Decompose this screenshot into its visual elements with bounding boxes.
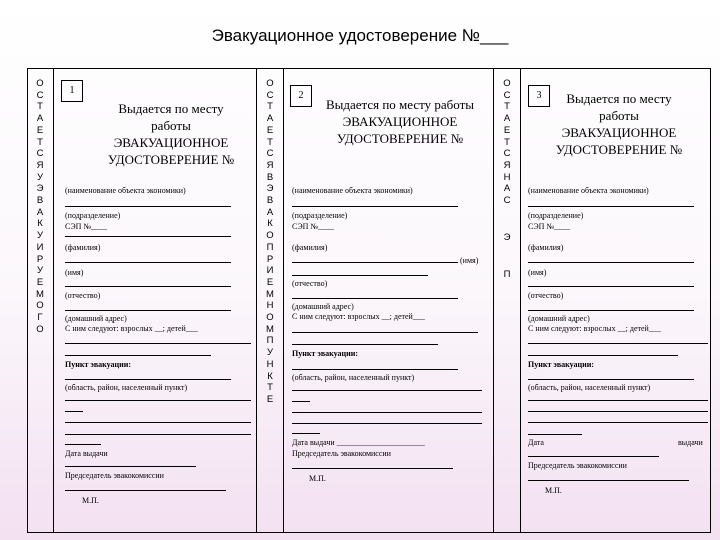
section-2-region-label: (область, район, населенный пункт)	[292, 373, 415, 382]
section-1-line	[65, 422, 251, 423]
section-3-line	[528, 456, 659, 457]
section-1-line	[65, 206, 231, 207]
section-2-patronymic-label: (отчество)	[292, 279, 328, 288]
section-1-line	[65, 286, 231, 287]
stub-divider-3	[520, 68, 521, 533]
section-2-heading: Выдается по месту работы ЭВАКУАЦИОННОЕ УДОСТОВЕРЕНИЕ №	[325, 97, 475, 146]
section-2-seal-label: М.П.	[309, 474, 326, 483]
section-1-line	[65, 444, 101, 445]
section-1-line	[65, 343, 251, 344]
section-2-name-label: (имя)	[460, 256, 479, 265]
section-1-number-box: 1	[61, 80, 83, 102]
section-1-line	[65, 434, 251, 435]
section-3-org-label: (наименование объекта экономики)	[528, 186, 649, 195]
section-1-date-label: Дата выдачи	[65, 449, 108, 458]
section-1-sep-label: СЭП №____	[65, 222, 108, 231]
stub-3-letter-e: Э	[503, 232, 511, 243]
section-2-sep-label: СЭП №____	[292, 222, 335, 231]
section-3-address-label: (домашний адрес)	[528, 314, 590, 323]
section-2-line	[292, 298, 458, 299]
section-3-line	[528, 310, 694, 311]
section-1-org-label: (наименование объекта экономики)	[65, 186, 186, 195]
section-3-line	[528, 400, 708, 401]
section-3-line	[528, 480, 689, 481]
section-1-line	[65, 262, 231, 263]
section-2-line	[292, 390, 482, 391]
section-2-line	[292, 423, 482, 424]
section-2-evac-label: Пункт эвакуации:	[292, 349, 359, 358]
section-3-dept-label: (подразделение)	[528, 211, 584, 220]
section-3-heading: Выдается по месту работы ЭВАКУАЦИОННОЕ УДОСТОВЕРЕНИЕ №	[555, 91, 683, 157]
section-3-date-right-label: выдачи	[678, 438, 703, 447]
section-2-line	[292, 433, 320, 434]
section-1-evac-label: Пункт эвакуации:	[65, 360, 132, 369]
section-2-address-label: (домашний адрес)	[292, 302, 354, 311]
stub-divider-2	[283, 68, 284, 533]
section-1-line	[65, 466, 196, 467]
section-3-line	[528, 262, 694, 263]
section-2-dept-label: (подразделение)	[292, 211, 348, 220]
section-3-line	[528, 286, 694, 287]
section-2-line	[292, 369, 458, 370]
section-2-line	[292, 206, 458, 207]
section-1-line	[65, 379, 231, 380]
section-3-name-label: (имя)	[528, 268, 547, 277]
section-3-evac-label: Пункт эвакуации:	[528, 360, 595, 369]
section-1-line	[65, 236, 231, 237]
section-2-line	[292, 401, 310, 402]
section-1-name-label: (имя)	[65, 268, 84, 277]
section-2-line	[292, 275, 428, 276]
section-3-line	[528, 379, 694, 380]
stub-1-letters: О С Т А Е Т С Я У Э В А К У И Р У Е М О Г О	[36, 78, 44, 335]
section-1-region-label: (область, район, населенный пункт)	[65, 383, 188, 392]
section-3-surname-label: (фамилия)	[528, 243, 564, 252]
section-1-line	[65, 400, 251, 401]
section-3-followers-text: С ним следуют: взрослых __; детей___	[528, 324, 661, 333]
section-3-chairman-label: Председатель эвакокомиссии	[528, 461, 627, 470]
section-2-followers-text: С ним следуют: взрослых __; детей___	[292, 312, 425, 321]
stub-3-letter-p: П	[503, 269, 511, 280]
section-2-line	[292, 412, 482, 413]
section-1-line	[65, 355, 211, 356]
section-2-date-label: Дата выдачи ______________________	[292, 438, 425, 447]
section-2-org-label: (наименование объекта экономики)	[292, 186, 413, 195]
section-2-line	[292, 468, 453, 469]
section-2-number-box: 2	[290, 85, 312, 107]
section-2-chairman-label: Председатель эвакокомиссии	[292, 449, 391, 458]
stub-3-letters: О С Т А Е Т С Я Н А С	[503, 78, 511, 207]
section-3-line	[528, 343, 708, 344]
section-2-line	[292, 262, 458, 263]
section-3-seal-label: М.П.	[545, 486, 562, 495]
section-1-dept-label: (подразделение)	[65, 211, 121, 220]
section-2-line	[292, 332, 478, 333]
section-1-patronymic-label: (отчество)	[65, 291, 101, 300]
section-1-seal-label: М.П.	[82, 496, 99, 505]
section-1-followers-text: С ним следуют: взрослых __; детей___	[65, 324, 198, 333]
section-3-date-label: Дата	[528, 438, 544, 447]
stub-divider-1	[53, 68, 54, 533]
section-2-line	[292, 344, 438, 345]
section-3-line	[528, 355, 678, 356]
section-1-heading: Выдается по месту работы ЭВАКУАЦИОННОЕ УДОСТОВЕРЕНИЕ №	[107, 101, 235, 167]
stub-2-letters: О С Т А Е Т С Я В Э В А К О П Р И Е М Н О М П У Н К Т Е	[266, 78, 274, 405]
section-3-line	[528, 411, 708, 412]
section-1-chairman-label: Председатель эвакокомиссии	[65, 471, 164, 480]
section-1-line	[65, 411, 83, 412]
section-1-address-label: (домашний адрес)	[65, 314, 127, 323]
document-title: Эвакуационное удостоверение №___	[211, 26, 509, 45]
section-3-sep-label: СЭП №____	[528, 222, 571, 231]
section-3-line	[528, 422, 708, 423]
section-3-line	[528, 434, 582, 435]
section-1-surname-label: (фамилия)	[65, 243, 101, 252]
section-2-surname-label: (фамилия)	[292, 243, 328, 252]
section-3-number-box: 3	[528, 85, 550, 107]
section-1-line	[65, 310, 231, 311]
section-3-patronymic-label: (отчество)	[528, 291, 564, 300]
section-3-line	[528, 206, 694, 207]
section-3-region-label: (область, район, населенный пункт)	[528, 383, 651, 392]
section-1-line	[65, 490, 226, 491]
